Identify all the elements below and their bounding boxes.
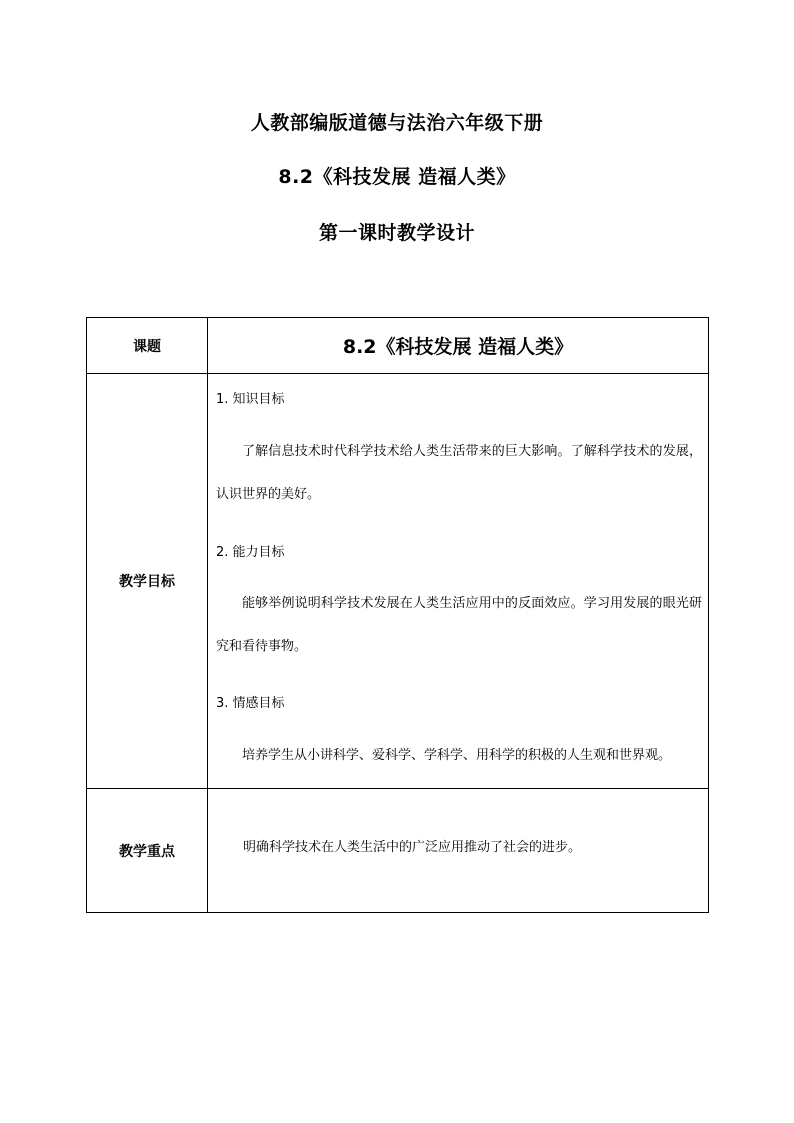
goal-heading-ability: 2. 能力目标 (216, 545, 285, 560)
goal-heading-emotion: 3. 情感目标 (216, 696, 285, 711)
table-row (87, 374, 709, 789)
focus-label: 教学重点 (87, 789, 208, 913)
focus-content (208, 789, 709, 913)
focus-value: 明确科学技术在人类生活中的广泛应用推动了社会的进步。 (243, 840, 582, 855)
table-row (87, 318, 709, 374)
table-row (87, 789, 709, 913)
goals-label: 教学目标 (87, 374, 208, 789)
lesson-title: 8.2《科技发展 造福人类》 (278, 166, 516, 188)
goal-body-ability: 能够举例说明科学技术发展在人类生活应用中的反面效应。学习用发展的眼光研究和看待事物。 (216, 596, 702, 654)
goals-content (208, 374, 709, 789)
goal-body-knowledge: 了解信息技术时代科学技术给人类生活带来的巨大影响。了解科学技术的发展，认识世界的美好。 (216, 444, 702, 502)
lesson-subtitle: 第一课时教学设计 (318, 222, 475, 244)
topic-label: 课题 (87, 318, 208, 374)
topic-value: 8.2《科技发展 造福人类》 (208, 318, 709, 374)
goal-heading-knowledge: 1. 知识目标 (216, 392, 285, 407)
lesson-plan-table (86, 317, 709, 913)
document-title: 人教部编版道德与法治六年级下册 (250, 112, 544, 134)
goal-body-emotion: 培养学生从小讲科学、爱科学、学科学、用科学的积极的人生观和世界观。 (242, 748, 672, 763)
